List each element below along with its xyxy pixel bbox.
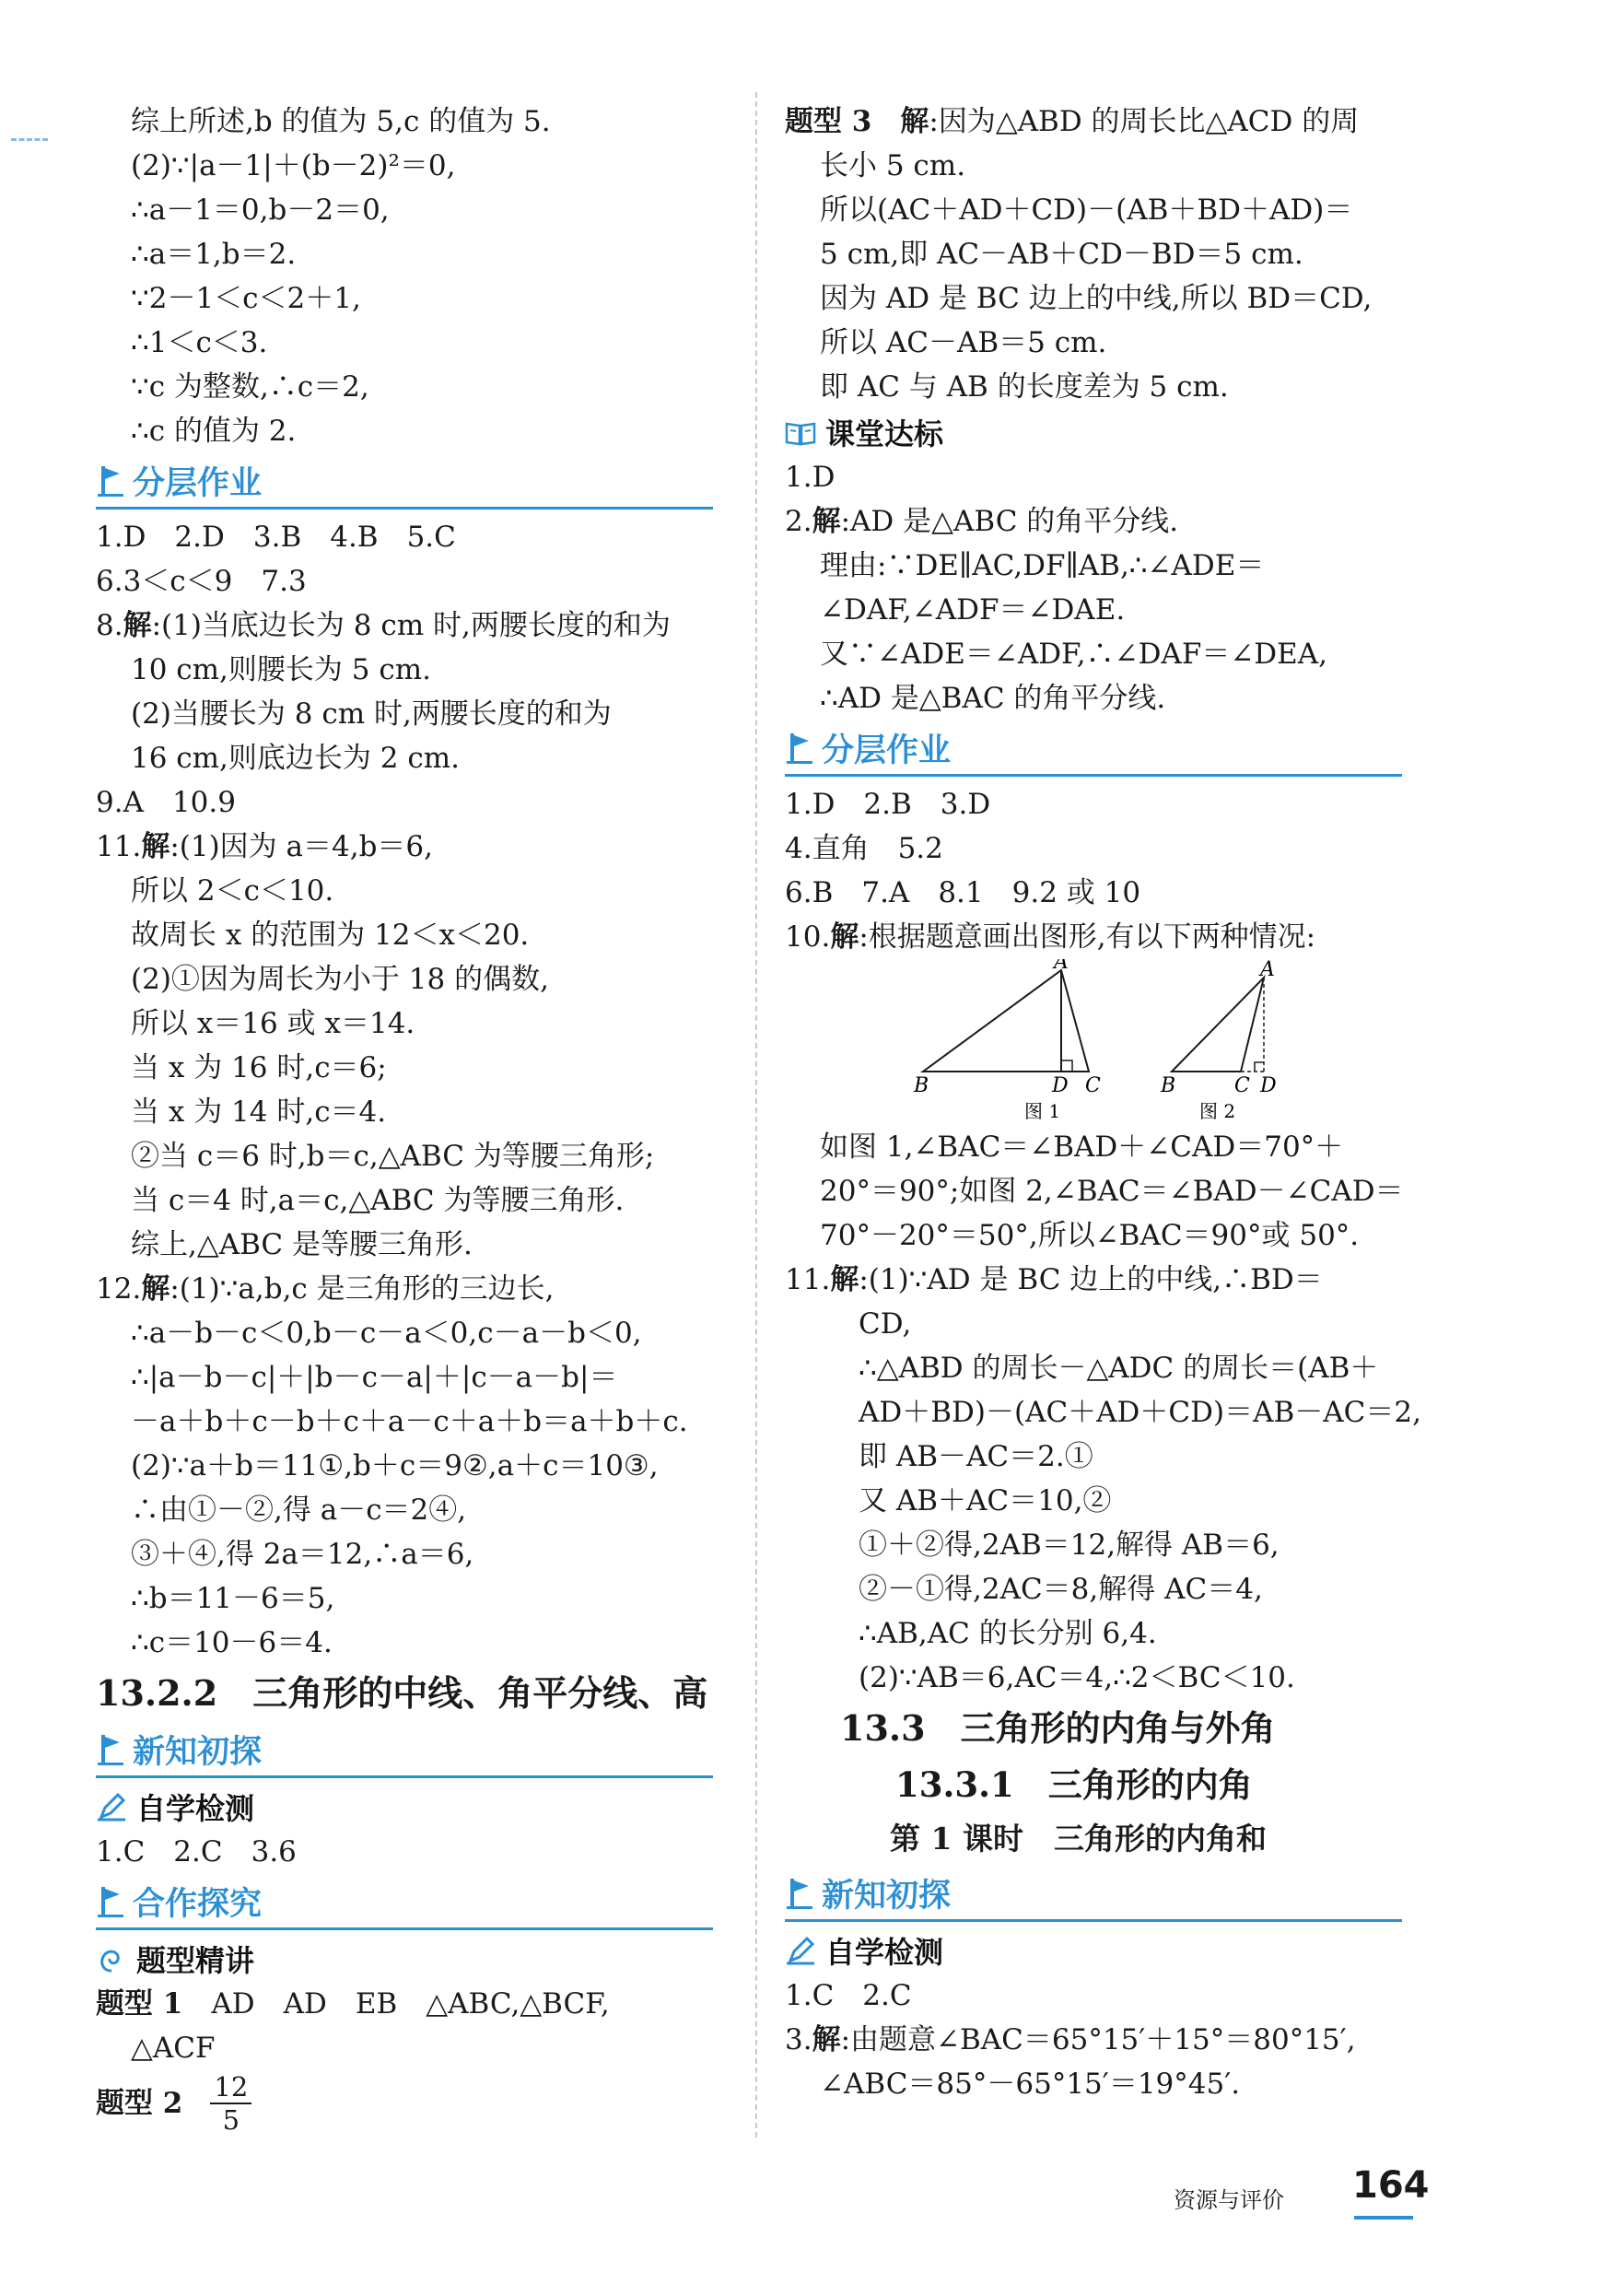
pencil-flag-icon xyxy=(96,1883,127,1920)
question-number: 11. xyxy=(96,830,142,863)
pencil-flag-icon xyxy=(785,730,816,767)
question-number: 8. xyxy=(96,609,123,642)
page-number-underline xyxy=(1354,2216,1413,2220)
right-angle-mark xyxy=(1061,1060,1072,1072)
solution-label: 解 xyxy=(812,2023,841,2056)
column-divider xyxy=(755,92,757,2138)
section-header xyxy=(96,1876,713,1930)
question-number: 10. xyxy=(785,920,831,954)
text-line: 因为 AD 是 BC 边上的中线,所以 BD＝CD, xyxy=(820,282,1373,315)
figure-caption: 图 2 xyxy=(1199,1100,1236,1122)
solution-label: 解 xyxy=(812,505,841,538)
answer-line: 1.C 2.C xyxy=(785,1979,912,2012)
text-line: 综上,△ABC 是等腰三角形. xyxy=(131,1228,473,1261)
solution-label: 解 xyxy=(830,920,859,954)
text-span: :由题意∠BAC＝65°15′＋15°＝80°15′, xyxy=(840,2023,1356,2056)
text-line: 又∵∠ADE＝∠ADF,∴∠DAF＝∠DEA, xyxy=(820,638,1328,671)
text-line: ①＋②得,2AB＝12,解得 AB＝6, xyxy=(859,1529,1280,1562)
text-line: 70°－20°＝50°,所以∠BAC＝90°或 50°. xyxy=(820,1219,1360,1252)
section-title: 分层作业 xyxy=(822,732,952,769)
text-line: 所以(AC＋AD＋CD)－(AB＋BD＋AD)＝ xyxy=(820,193,1353,227)
vertex-label: D xyxy=(1052,1074,1069,1097)
text-line: 如图 1,∠BAC＝∠BAD＋∠CAD＝70°＋ xyxy=(820,1130,1344,1164)
text-line: 当 x 为 16 时,c＝6; xyxy=(131,1051,387,1084)
text-line: ∴△ABD 的周长－△ADC 的周长＝(AB＋ xyxy=(859,1352,1379,1385)
text-line: ∠ABC＝85°－65°15′＝19°45′. xyxy=(820,2068,1241,2101)
text-span: :(1)因为 a＝4,b＝6, xyxy=(169,830,434,863)
triangle-figures xyxy=(785,959,1430,1125)
footer-label: 资源与评价 xyxy=(1174,2187,1284,2213)
text-span: :AD 是△ABC 的角平分线. xyxy=(840,505,1179,538)
solution-label: 解 xyxy=(141,1272,170,1306)
text-line: ∴由①－②,得 a－c＝2④, xyxy=(131,1494,467,1527)
text-line: 长小 5 cm. xyxy=(820,149,966,182)
section-heading: 13.3.1 三角形的内角 xyxy=(895,1764,1253,1805)
fraction-denominator: 5 xyxy=(222,2104,240,2136)
text-line: ∴c＝10－6＝4. xyxy=(131,1626,333,1659)
pencil-flag-icon xyxy=(96,1731,127,1768)
pencil-flag-icon xyxy=(785,1875,816,1912)
pencil-flag-icon xyxy=(96,463,127,499)
text-line: ∴|a－b－c|＋|b－c－a|＋|c－a－b|＝ xyxy=(131,1361,618,1394)
text-line: (2)当腰长为 8 cm 时,两腰长度的和为 xyxy=(131,697,612,731)
text-line: ∴a－b－c＜0,b－c－a＜0,c－a－b＜0, xyxy=(131,1317,642,1350)
answer-line: 1.D 2.B 3.D xyxy=(785,788,991,821)
subsection-header xyxy=(96,1936,728,1982)
answer-line: 1.C 2.C 3.6 xyxy=(96,1835,297,1868)
subsection-title: 题型精讲 xyxy=(136,1943,255,1978)
text-span: :因为△ABD 的周长比△ACD 的周 xyxy=(929,105,1360,138)
book-icon xyxy=(785,416,816,448)
text-line: (2)∵a＋b＝11①,b＋c＝9②,a＋c＝10③, xyxy=(131,1449,659,1482)
right-column xyxy=(785,100,1430,2106)
text-line: 当 x 为 14 时,c＝4. xyxy=(131,1095,387,1129)
text-span: :根据题意画出图形,有以下两种情况: xyxy=(859,920,1316,954)
text-line: 所以 AC－AB＝5 cm. xyxy=(820,326,1107,359)
answer-line: 1.D 2.D 3.B 4.B 5.C xyxy=(96,521,456,554)
text-line: －a＋b＋c－b＋c＋a－c＋a＋b＝a＋b＋c. xyxy=(131,1405,688,1438)
corner-mark xyxy=(11,138,48,141)
answer-line: 6.B 7.A 8.1 9.2 或 10 xyxy=(785,876,1141,909)
section-title: 分层作业 xyxy=(133,465,263,502)
section-title: 新知初探 xyxy=(822,1878,952,1915)
question-number: 2. xyxy=(785,505,812,538)
text-line: 综上所述,b 的值为 5,c 的值为 5. xyxy=(131,105,551,138)
fraction-numerator: 12 xyxy=(210,2071,251,2104)
text-line: 所以 2＜c＜10. xyxy=(131,874,334,908)
vertex-label: A xyxy=(1054,959,1069,974)
right-angle-mark xyxy=(1255,1062,1264,1072)
answer-line: 4.直角 5.2 xyxy=(785,832,943,865)
type-label: 题型 2 xyxy=(96,2087,183,2120)
triangle-abc xyxy=(1172,978,1264,1072)
left-column xyxy=(96,100,728,2137)
text-line: 16 cm,则底边长为 2 cm. xyxy=(131,742,460,775)
subsection-header xyxy=(785,1927,1430,1974)
chapter-heading: 13.3 三角形的内角与外角 xyxy=(840,1707,1276,1749)
text-line: ∴b＝11－6＝5, xyxy=(131,1582,335,1615)
text-line: ∴c 的值为 2. xyxy=(131,415,297,448)
figures-svg xyxy=(785,959,1430,1125)
text-line: AD＋BD)－(AC＋AD＋CD)＝AB－AC＝2, xyxy=(859,1396,1421,1429)
text-line: 当 c＝4 时,a＝c,△ABC 为等腰三角形. xyxy=(131,1184,625,1217)
text-line: ∴a＝1,b＝2. xyxy=(131,238,297,271)
pencil-icon xyxy=(785,1935,816,1966)
text-line: ∴1＜c＜3. xyxy=(131,326,268,359)
figure-2 xyxy=(1160,959,1277,1122)
subsection-title: 自学检测 xyxy=(825,1935,944,1970)
text-line: 即 AC 与 AB 的长度差为 5 cm. xyxy=(820,370,1229,404)
question-number: 11. xyxy=(785,1263,831,1296)
figure-caption: 图 1 xyxy=(1024,1100,1061,1122)
section-header xyxy=(785,1868,1402,1922)
section-title: 合作探究 xyxy=(133,1886,263,1923)
section-header xyxy=(96,455,713,510)
text-line: ②当 c＝6 时,b＝c,△ABC 为等腰三角形; xyxy=(131,1140,655,1173)
swirl-icon xyxy=(96,1943,127,1974)
solution-label: 解 xyxy=(141,830,170,863)
text-line: ②－①得,2AC＝8,解得 AC＝4, xyxy=(859,1573,1263,1606)
text-line: ∵2－1＜c＜2＋1, xyxy=(131,282,361,315)
fraction xyxy=(210,2071,251,2136)
answer-line: 9.A 10.9 xyxy=(96,786,236,819)
text-line: 又 AB＋AC＝10,② xyxy=(859,1484,1112,1517)
answer-line: 1.D xyxy=(785,461,836,494)
text-line: (2)∵|a－1|＋(b－2)²＝0, xyxy=(131,149,456,182)
text-line: 所以 x＝16 或 x＝14. xyxy=(131,1007,415,1040)
text-span: :(1)当底边长为 8 cm 时,两腰长度的和为 xyxy=(151,609,671,642)
text-line: 故周长 x 的范围为 12＜x＜20. xyxy=(131,919,530,952)
section-header xyxy=(96,1724,713,1778)
vertex-label: A xyxy=(1260,959,1275,981)
text-span: AD AD EB △ABC,△BCF, xyxy=(182,1987,610,2021)
question-number: 12. xyxy=(96,1272,142,1306)
type-label: 题型 1 xyxy=(96,1987,183,2021)
text-span: :(1)∵a,b,c 是三角形的三边长, xyxy=(169,1272,555,1306)
vertex-label: C xyxy=(1085,1074,1101,1097)
figure-1 xyxy=(913,959,1101,1122)
section-header xyxy=(785,722,1402,777)
text-line: CD, xyxy=(859,1307,912,1341)
subsection-title: 自学检测 xyxy=(136,1791,255,1826)
text-line: 20°＝90°;如图 2,∠BAC＝∠BAD－∠CAD＝ xyxy=(820,1175,1404,1208)
answer-line: 6.3＜c＜9 7.3 xyxy=(96,565,307,598)
text-line: 10 cm,则腰长为 5 cm. xyxy=(131,653,431,686)
type-label: 题型 3 xyxy=(785,105,872,138)
lesson-heading: 13.2.2 三角形的中线、角平分线、高 xyxy=(96,1672,708,1714)
vertex-label: C xyxy=(1234,1074,1250,1097)
text-line: (2)∵AB＝6,AC＝4,∴2＜BC＜10. xyxy=(859,1661,1295,1694)
section-title: 新知初探 xyxy=(133,1734,263,1771)
subsection-title: 课堂达标 xyxy=(825,416,944,451)
solution-label: 解 xyxy=(830,1263,859,1296)
lesson-heading: 第 1 课时 三角形的内角和 xyxy=(890,1821,1267,1857)
text-line: (2)①因为周长为小于 18 的偶数, xyxy=(131,963,549,996)
text-line: 5 cm,即 AC－AB＋CD－BD＝5 cm. xyxy=(820,238,1303,271)
vertex-label: B xyxy=(1161,1074,1176,1097)
subsection-header xyxy=(785,409,1430,455)
subsection-header xyxy=(96,1784,728,1830)
triangle-abc xyxy=(923,970,1089,1072)
text-line: ∵c 为整数,∴c＝2, xyxy=(131,370,369,404)
question-number: 3. xyxy=(785,2023,812,2056)
text-line: △ACF xyxy=(131,2032,216,2065)
text-span: :(1)∵AD 是 BC 边上的中线,∴BD＝ xyxy=(859,1263,1323,1296)
text-line: ∴AB,AC 的长分别 6,4. xyxy=(859,1617,1157,1650)
pencil-icon xyxy=(96,1791,127,1822)
vertex-label: D xyxy=(1260,1074,1277,1097)
text-line: 理由:∵DE∥AC,DF∥AB,∴∠ADE＝ xyxy=(820,549,1265,582)
page-number: 164 xyxy=(1352,2164,1430,2207)
text-line: ∴a－1＝0,b－2＝0, xyxy=(131,193,390,227)
text-line: ∴AD 是△BAC 的角平分线. xyxy=(820,682,1166,715)
solution-label: 解 xyxy=(900,105,929,138)
text-line: ③＋④,得 2a＝12,∴a＝6, xyxy=(131,1538,474,1571)
text-line: 即 AB－AC＝2.① xyxy=(859,1440,1093,1473)
vertex-label: B xyxy=(914,1074,929,1097)
text-line: ∠DAF,∠ADF＝∠DAE. xyxy=(820,593,1126,627)
solution-label: 解 xyxy=(123,609,152,642)
